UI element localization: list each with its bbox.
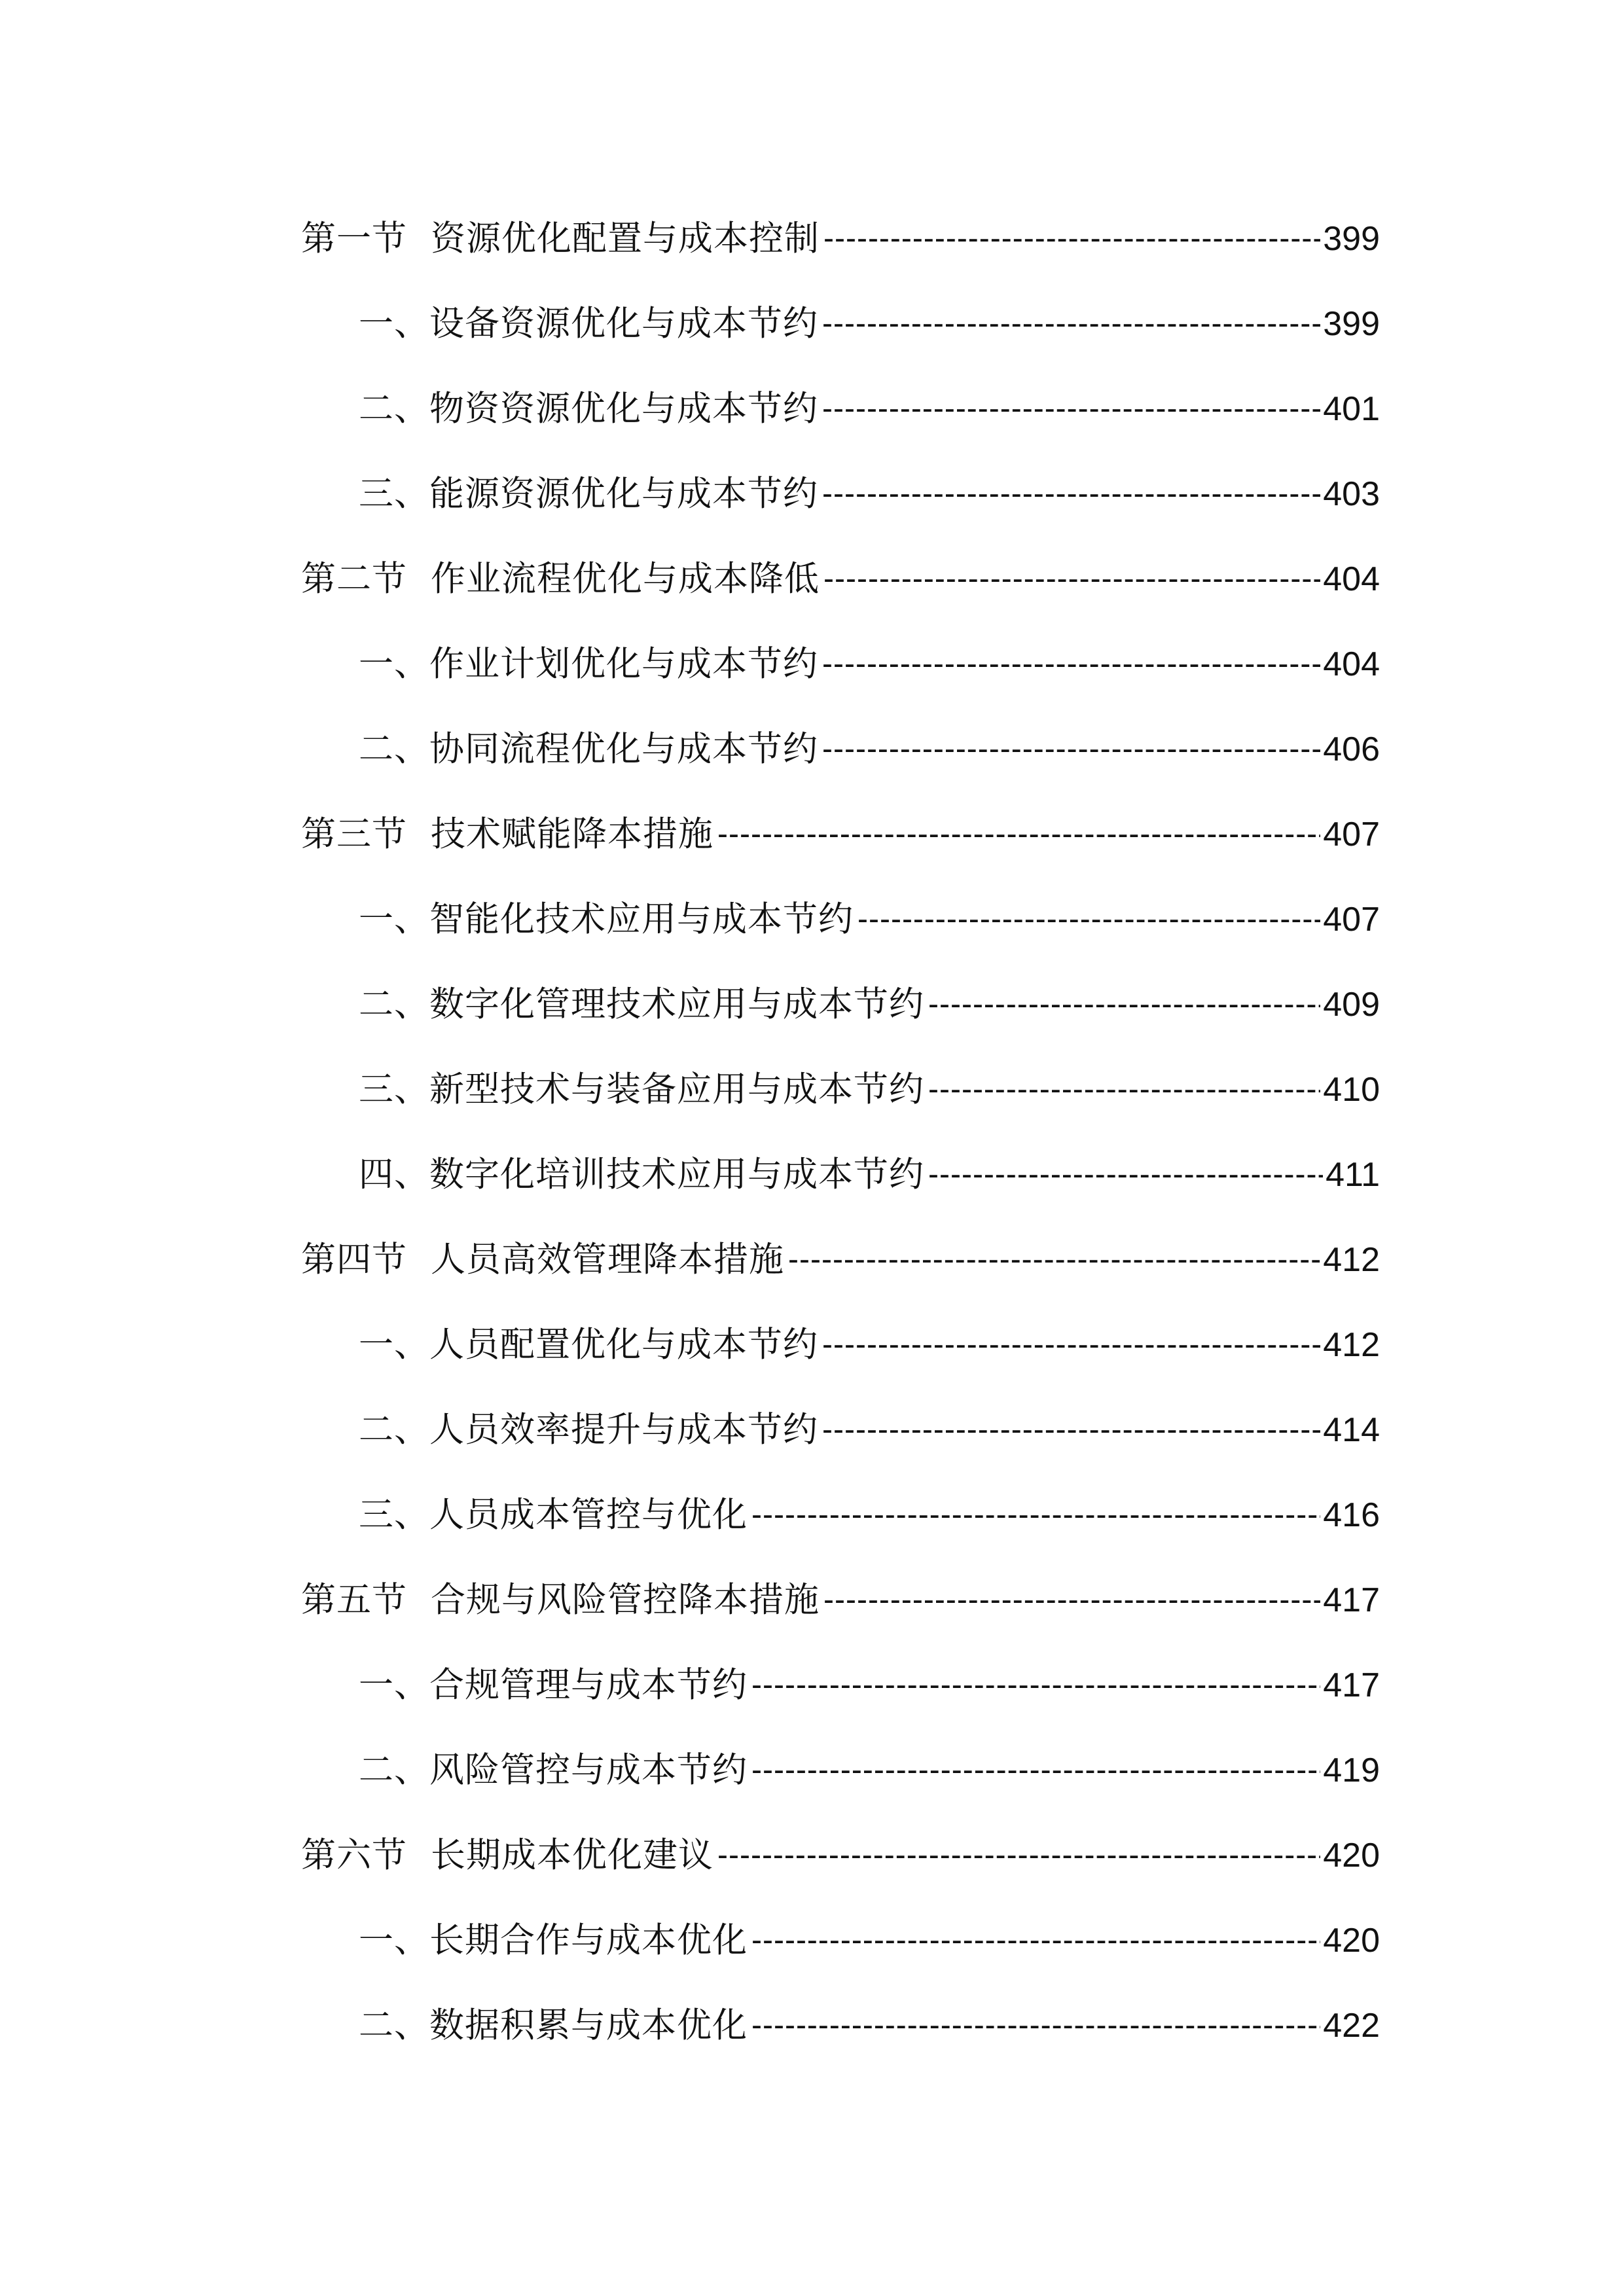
toc-entry-subsection[interactable] [359, 1486, 1380, 1545]
toc-dot-leader [822, 380, 1320, 439]
toc-section-label: 第六节 [301, 1835, 407, 1875]
toc-entry-subsection[interactable] [359, 380, 1380, 439]
toc-dot-leader [822, 295, 1320, 353]
toc-entry-subsection[interactable] [359, 975, 1380, 1034]
toc-page-number: 399 [1323, 220, 1380, 258]
toc-page-number: 407 [1323, 901, 1380, 939]
toc-dot-leader [751, 1996, 1320, 2055]
toc-section-label: 第一节 [301, 219, 407, 259]
toc-dot-leader [788, 1230, 1320, 1289]
toc-dot-leader [928, 975, 1320, 1034]
toc-entry-subsection[interactable] [359, 465, 1380, 524]
toc-entry-title: 长期成本优化建议 [431, 1835, 713, 1875]
toc-dot-leader [717, 805, 1320, 864]
toc-dot-leader [822, 1316, 1320, 1374]
toc-page-number: 419 [1323, 1751, 1380, 1789]
toc-entry-section-4[interactable] [301, 1230, 1380, 1289]
toc-entry-title: 三、人员成本管控与优化 [359, 1495, 748, 1535]
toc-section-label: 第三节 [301, 814, 407, 854]
toc-dot-leader [822, 635, 1320, 694]
toc-page-number: 420 [1323, 1837, 1380, 1874]
toc-entry-title: 二、数字化管理技术应用与成本节约 [359, 984, 924, 1024]
toc-entry-subsection[interactable] [359, 1996, 1380, 2055]
toc-entry-subsection[interactable] [359, 1316, 1380, 1374]
toc-dot-leader [823, 1571, 1320, 1630]
toc-page-number: 422 [1323, 2007, 1380, 2045]
toc-dot-leader [822, 1401, 1320, 1460]
toc-page-number: 401 [1323, 390, 1380, 428]
toc-entry-title: 一、长期合作与成本优化 [359, 1920, 748, 1960]
toc-page-number: 406 [1323, 730, 1380, 768]
toc-entry-title: 二、风险管控与成本节约 [359, 1750, 748, 1790]
toc-entry-subsection[interactable] [359, 890, 1380, 949]
toc-entry-title: 三、能源资源优化与成本节约 [359, 474, 818, 514]
toc-dot-leader [857, 890, 1320, 949]
toc-dot-leader [822, 720, 1320, 779]
toc-page-number: 407 [1323, 816, 1380, 853]
toc-dot-leader [717, 1826, 1320, 1885]
toc-entry-subsection[interactable] [359, 1656, 1380, 1715]
toc-section-label: 第二节 [301, 559, 407, 599]
toc-page-number: 410 [1323, 1071, 1380, 1109]
toc-page-number: 411 [1326, 1156, 1380, 1194]
toc-entry-title: 技术赋能降本措施 [431, 814, 713, 854]
toc-entry-title: 作业流程优化与成本降低 [431, 559, 820, 599]
toc-section-label: 第四节 [301, 1240, 407, 1280]
toc-page-number: 412 [1323, 1326, 1380, 1364]
toc-dot-leader [928, 1145, 1323, 1204]
toc-entry-section-1[interactable] [301, 209, 1380, 268]
toc-page-number: 414 [1323, 1411, 1380, 1449]
toc-page-number: 409 [1323, 986, 1380, 1024]
toc-entry-title: 一、人员配置优化与成本节约 [359, 1325, 818, 1365]
toc-entry-subsection[interactable] [359, 720, 1380, 779]
toc-dot-leader [928, 1060, 1320, 1119]
toc-page-number: 404 [1323, 560, 1380, 598]
toc-entry-title: 人员高效管理降本措施 [431, 1240, 784, 1280]
toc-entry-subsection[interactable] [359, 1911, 1380, 1970]
toc-entry-title: 一、设备资源优化与成本节约 [359, 304, 818, 344]
toc-entry-title: 二、协同流程优化与成本节约 [359, 729, 818, 769]
toc-entry-subsection[interactable] [359, 635, 1380, 694]
toc-entry-title: 合规与风险管控降本措施 [431, 1580, 820, 1620]
toc-entry-subsection[interactable] [359, 1401, 1380, 1460]
toc-entry-title: 二、人员效率提升与成本节约 [359, 1410, 818, 1450]
toc-dot-leader [751, 1486, 1320, 1545]
toc-page-number: 412 [1323, 1241, 1380, 1279]
toc-entry-title: 一、合规管理与成本节约 [359, 1665, 748, 1705]
toc-dot-leader [751, 1911, 1320, 1970]
toc-entry-title: 资源优化配置与成本控制 [431, 219, 820, 259]
toc-entry-title: 二、数据积累与成本优化 [359, 2005, 748, 2045]
toc-entry-subsection[interactable] [359, 1060, 1380, 1119]
toc-dot-leader [823, 550, 1320, 609]
toc-page-number: 416 [1323, 1496, 1380, 1534]
toc-entry-title: 一、智能化技术应用与成本节约 [359, 899, 854, 939]
toc-section-label: 第五节 [301, 1580, 407, 1620]
toc-entry-section-6[interactable] [301, 1826, 1380, 1885]
toc-page-number: 403 [1323, 475, 1380, 513]
toc-page-number: 399 [1323, 305, 1380, 343]
toc-page-number: 420 [1323, 1922, 1380, 1960]
toc-entry-section-3[interactable] [301, 805, 1380, 864]
toc-dot-leader [751, 1656, 1320, 1715]
toc-entry-section-2[interactable] [301, 550, 1380, 609]
toc-entry-title: 四、数字化培训技术应用与成本节约 [359, 1155, 924, 1194]
toc-dot-leader [822, 465, 1320, 524]
toc-page-number: 417 [1323, 1581, 1380, 1619]
toc-entry-section-5[interactable] [301, 1571, 1380, 1630]
toc-entry-subsection[interactable] [359, 1145, 1380, 1204]
toc-entry-title: 三、新型技术与装备应用与成本节约 [359, 1069, 924, 1109]
toc-entry-subsection[interactable] [359, 295, 1380, 353]
toc-page-number: 417 [1323, 1666, 1380, 1704]
toc-entry-subsection[interactable] [359, 1741, 1380, 1800]
toc-page-number: 404 [1323, 645, 1380, 683]
toc-entry-title: 一、作业计划优化与成本节约 [359, 644, 818, 684]
toc-dot-leader [751, 1741, 1320, 1800]
toc-entry-title: 二、物资资源优化与成本节约 [359, 389, 818, 429]
toc-dot-leader [823, 209, 1320, 268]
